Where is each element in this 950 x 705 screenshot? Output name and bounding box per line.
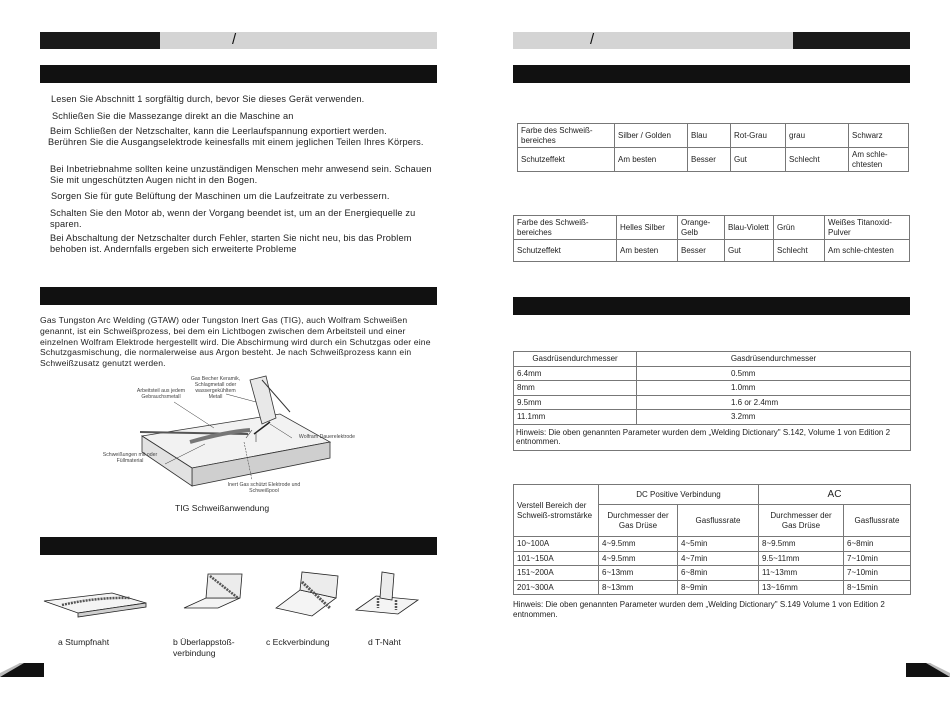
right-page-corner-marker	[906, 663, 950, 677]
t4-header-dc: DC Positive Verbindung	[599, 485, 759, 505]
safety-line-7: Schalten Sie den Motor ab, wenn der Vorgang beendet ist, um an der Energiequelle zu sparen.	[50, 208, 416, 229]
t4-sub-flow-dc: Gasflussrate	[678, 505, 759, 537]
t1-p5: Am schle-chtesten	[849, 148, 909, 172]
left-section-bar-1	[40, 65, 437, 83]
t1-c5: Schwarz	[849, 124, 909, 148]
t1-c4: grau	[786, 124, 849, 148]
safety-line-5: Bei Inbetriebnahme sollten keine unzuständigen Menschen mehr anwesend sein. Schauen Sie mit ungeschützten Augen nicht in den Bogen.	[50, 164, 432, 185]
joint-label-lap: b Überlappstoß-verbindung	[173, 637, 235, 658]
t4-r3-c1: 151~200A	[514, 566, 599, 581]
t-joint-figure	[352, 570, 422, 625]
t3-r4-c2: 3.2mm	[637, 410, 911, 425]
right-header-gray	[513, 32, 793, 49]
t1-c3: Rot-Grau	[731, 124, 786, 148]
right-section-bar-1	[513, 65, 910, 83]
t4-header-range: Verstell Bereich der Schweiß-stromstärke	[514, 485, 599, 537]
t2-c2: Orange-Gelb	[678, 216, 725, 240]
t4-r3-c4: 11~13mm	[759, 566, 844, 581]
t3-header-1: Gasdrüsendurchmesser	[514, 352, 637, 367]
t1-p4: Schlecht	[786, 148, 849, 172]
t4-r1-c5: 6~8min	[844, 537, 911, 552]
color-protection-table-2	[513, 215, 910, 262]
t4-sub-diam-ac: Durchmesser der Gas Drüse	[759, 505, 844, 537]
t1-p3: Gut	[731, 148, 786, 172]
t4-sub-diam-dc: Durchmesser der Gas Drüse	[599, 505, 678, 537]
t4-r2-c5: 7~10min	[844, 551, 911, 566]
t3-note: Hinweis: Die oben genannten Parameter wurden dem „Welding Dictionary" S.142, Volume 1 von Edition 2 entnommen.	[514, 424, 911, 450]
safety-line-4: Berühren Sie die Ausgangselektrode keinesfalls mit einem jeglichen Teilen Ihres Körpers.	[48, 137, 424, 147]
t3-r2-c2: 1.0mm	[637, 381, 911, 396]
safety-line-1: Lesen Sie Abschnitt 1 sorgfältig durch, bevor Sie dieses Gerät verwenden.	[51, 94, 365, 104]
left-section-bar-2	[40, 287, 437, 305]
t1-p1: Am besten	[615, 148, 688, 172]
t4-r3-c2: 6~13mm	[599, 566, 678, 581]
safety-line-6: Sorgen Sie für gute Belüftung der Maschinen um die Laufzeitrate zu verbessern.	[51, 191, 390, 201]
lap-joint-figure	[180, 568, 252, 618]
left-header-gray	[160, 32, 437, 49]
t2-c3: Blau-Violett	[725, 216, 774, 240]
t3-r3-c1: 9.5mm	[514, 395, 637, 410]
diagram-caption: TIG Schweißanwendung	[175, 503, 270, 513]
right-section-bar-2	[513, 297, 910, 315]
butt-joint-figure	[42, 585, 152, 620]
t1-c2: Blau	[688, 124, 731, 148]
color-protection-table-1	[517, 123, 909, 172]
t3-header-2: Gasdrüsendurchmesser	[637, 352, 911, 367]
left-section-bar-3	[40, 537, 437, 555]
t3-r4-c1: 11.1mm	[514, 410, 637, 425]
t4-r1-c3: 4~5min	[678, 537, 759, 552]
current-gas-table	[513, 484, 911, 595]
t3-r1-c2: 0.5mm	[637, 366, 911, 381]
t2-c4: Grün	[774, 216, 825, 240]
t4-r4-c5: 8~15min	[844, 580, 911, 595]
t2-p3: Gut	[725, 240, 774, 262]
corner-joint-figure	[272, 570, 347, 625]
right-header-slash: /	[590, 31, 595, 48]
label-electrode: Wolfram Dauerelektrode	[298, 434, 356, 440]
joint-label-t: d T-Naht	[368, 637, 401, 647]
safety-line-2: Schließen Sie die Massezange direkt an die Maschine an	[52, 111, 294, 121]
t4-sub-flow-ac: Gasflussrate	[844, 505, 911, 537]
t2-p1: Am besten	[617, 240, 678, 262]
t3-r1-c1: 6.4mm	[514, 366, 637, 381]
joint-label-butt: a Stumpfnaht	[58, 637, 110, 647]
left-header-dark	[40, 32, 160, 49]
t2-header-color: Farbe des Schweiß-bereiches	[514, 216, 617, 240]
safety-line-3: Beim Schließen der Netzschalter, kann die Leerlaufspannung exportiert werden.	[50, 126, 387, 136]
t4-note: Hinweis: Die oben genannten Parameter wurden dem „Welding Dictionary" S.149 Volume 1 von Edition 2 entnommen.	[513, 600, 885, 619]
t2-c5: Weißes Titanoxid-Pulver	[825, 216, 910, 240]
t4-r2-c2: 4~9.5mm	[599, 551, 678, 566]
t3-r2-c1: 8mm	[514, 381, 637, 396]
right-header-dark	[793, 32, 910, 49]
label-workpiece: Arbeitsteil aus jedem Gebrauchsmetall	[136, 388, 186, 400]
t1-p2: Besser	[688, 148, 731, 172]
t4-r1-c4: 8~9.5mm	[759, 537, 844, 552]
t4-r3-c3: 6~8min	[678, 566, 759, 581]
left-header-slash: /	[232, 31, 237, 48]
t4-r4-c3: 8~9min	[678, 580, 759, 595]
t4-r4-c4: 13~16mm	[759, 580, 844, 595]
t4-r4-c2: 8~13mm	[599, 580, 678, 595]
nozzle-electrode-table	[513, 351, 911, 451]
t4-header-ac: AC	[759, 485, 911, 505]
left-page-corner-marker	[0, 663, 44, 677]
t3-r3-c2: 1.6 or 2.4mm	[637, 395, 911, 410]
t2-p5: Am schle-chtesten	[825, 240, 910, 262]
t4-r2-c4: 9.5~11mm	[759, 551, 844, 566]
t2-p2: Besser	[678, 240, 725, 262]
t4-r2-c1: 101~150A	[514, 551, 599, 566]
t2-p4: Schlecht	[774, 240, 825, 262]
label-nozzle: Gas Becher Keramik, Schlagmetall oder wassergekühltem Metall	[190, 376, 241, 400]
t1-header-color: Farbe des Schweiß-bereiches	[518, 124, 615, 148]
t4-r3-c5: 7~10min	[844, 566, 911, 581]
joint-label-corner: c Eckverbindung	[266, 637, 330, 647]
t1-c1: Silber / Golden	[615, 124, 688, 148]
t4-r1-c2: 4~9.5mm	[599, 537, 678, 552]
t4-r2-c3: 4~7min	[678, 551, 759, 566]
label-shield: Inert Gas schützt Elektrode und Schweißpool	[227, 482, 301, 494]
tig-intro-paragraph: Gas Tungston Arc Welding (GTAW) oder Tungston Inert Gas (TIG), auch Wolfram Schweißen genannt, ist ein Schweißprozess, bei dem ein Lichtbogen zwischen dem Arbeitsteil und einer einzelnen Wolfram Elektrode hergestellt wird. Die Abschirmung wird durch ein Schutzgas oder eine Schutzgasmischung, die normalerweise aus Argon besteht. Je nach Schweißprozess kann ein Schweißzusatz genutzt werden.	[40, 315, 431, 369]
label-filler: Schweißungen mit oder Füllmaterial	[102, 452, 158, 464]
t4-r1-c1: 10~100A	[514, 537, 599, 552]
t1-header-protection: Schutzeffekt	[518, 148, 615, 172]
t2-c1: Helles Silber	[617, 216, 678, 240]
t4-r4-c1: 201~300A	[514, 580, 599, 595]
t2-header-protection: Schutzeffekt	[514, 240, 617, 262]
safety-line-8: Bei Abschaltung der Netzschalter durch Fehler, starten Sie nicht neu, bis das Problem behoben ist. Andernfalls ergeben sich erweiterte Probleme	[50, 233, 412, 254]
